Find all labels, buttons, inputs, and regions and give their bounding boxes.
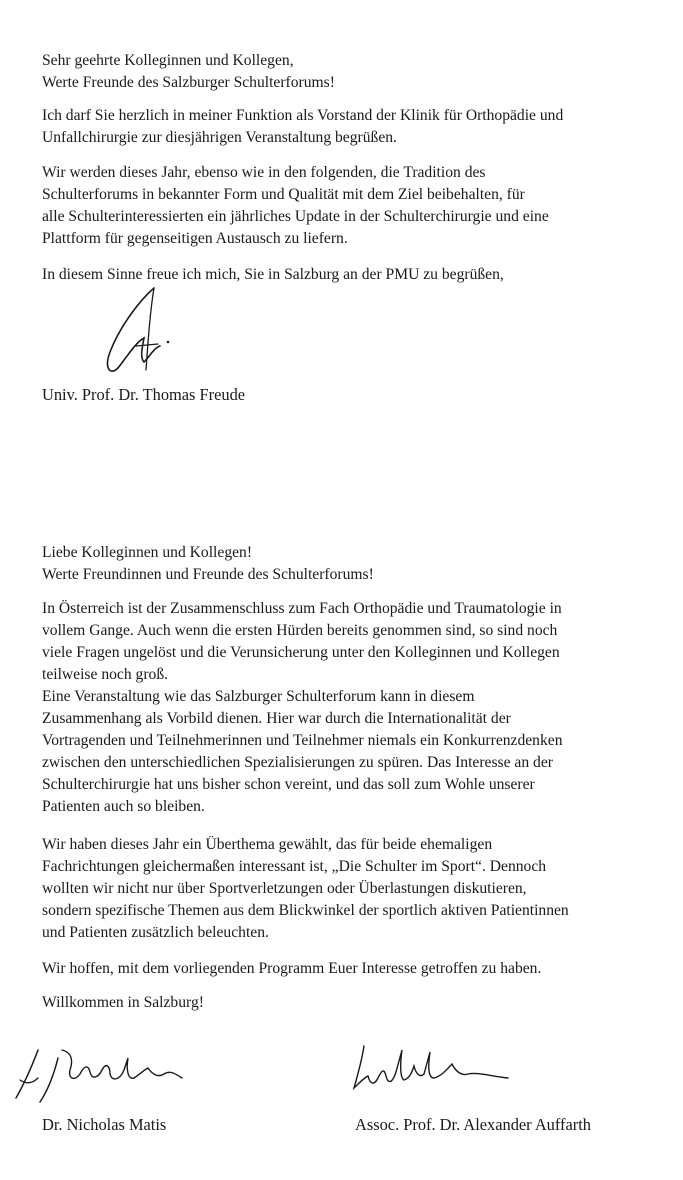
text-line: In diesem Sinne freue ich mich, Sie in Salzburg an der PMU zu begrüßen, bbox=[42, 266, 504, 283]
text-line: Schulterchirurgie hat uns bisher schon vereint, und das soll zum Wohle unserer bbox=[42, 776, 535, 793]
signer-freude: Univ. Prof. Dr. Thomas Freude bbox=[42, 385, 246, 404]
text-line: vollem Gange. Auch wenn die ersten Hürden bereits genommen sind, so sind noch bbox=[42, 622, 558, 639]
signature-matis-image bbox=[12, 1044, 188, 1108]
text-line: sondern spezifische Themen aus dem Blickwinkel der sportlich aktiven Patientinnen bbox=[42, 902, 569, 919]
letter1-paragraph-1 bbox=[42, 105, 642, 149]
letter2-paragraph-1 bbox=[42, 598, 642, 818]
text-line: In Österreich ist der Zusammenschluss zum Fach Orthopädie und Traumatologie in bbox=[42, 600, 562, 617]
text-line: zwischen den unterschiedlichen Spezialisierungen zu spüren. Das Interesse an der bbox=[42, 754, 553, 771]
text-line: Eine Veranstaltung wie das Salzburger Schulterforum kann in diesem bbox=[42, 688, 475, 705]
text-line: Unfallchirurgie zur diesjährigen Veranstaltung begrüßen. bbox=[42, 129, 397, 146]
letter2-paragraph-3 bbox=[42, 958, 642, 980]
text-line: alle Schulterinteressierten ein jährliches Update in der Schulterchirurgie und eine bbox=[42, 208, 549, 225]
signature-auffarth-image bbox=[348, 1042, 514, 1098]
text-line: Fachrichtungen gleichermaßen interessant ist, „Die Schulter im Sport“. Dennoch bbox=[42, 858, 547, 875]
letter2-greeting bbox=[42, 542, 642, 586]
text-line: Willkommen in Salzburg! bbox=[42, 994, 204, 1011]
greeting-line: Werte Freundinnen und Freunde des Schulterforums! bbox=[42, 566, 374, 583]
text-line: Wir haben dieses Jahr ein Überthema gewählt, das für beide ehemaligen bbox=[42, 836, 493, 853]
signer-matis: Dr. Nicholas Matis bbox=[42, 1115, 167, 1134]
letter2-paragraph-4 bbox=[42, 992, 642, 1014]
greeting-line: Werte Freunde des Salzburger Schulterforums! bbox=[42, 74, 335, 91]
greeting-line: Liebe Kolleginnen und Kollegen! bbox=[42, 544, 253, 561]
text-line: Schulterforums in bekannter Form und Qualität mit dem Ziel beibehalten, für bbox=[42, 186, 525, 203]
greeting-line: Sehr geehrte Kolleginnen und Kollegen, bbox=[42, 52, 294, 69]
text-line: wollten wir nicht nur über Sportverletzungen oder Überlastungen diskutieren, bbox=[42, 880, 527, 897]
letter1-greeting bbox=[42, 50, 642, 94]
signature-freude-image bbox=[96, 282, 186, 380]
text-line: und Patienten zusätzlich beleuchten. bbox=[42, 924, 269, 941]
text-line: Zusammenhang als Vorbild dienen. Hier war durch die Internationalität der bbox=[42, 710, 511, 727]
letter2-paragraph-2 bbox=[42, 834, 642, 944]
text-line: Plattform für gegenseitigen Austausch zu liefern. bbox=[42, 230, 348, 247]
text-line: Wir hoffen, mit dem vorliegenden Programm Euer Interesse getroffen zu haben. bbox=[42, 960, 542, 977]
text-line: Wir werden dieses Jahr, ebenso wie in den folgenden, die Tradition des bbox=[42, 164, 486, 181]
text-line: Vortragenden und Teilnehmerinnen und Teilnehmer niemals ein Konkurrenzdenken bbox=[42, 732, 563, 749]
text-line: viele Fragen ungelöst und die Verunsicherung unter den Kolleginnen und Kollegen bbox=[42, 644, 560, 661]
letter1-paragraph-2 bbox=[42, 162, 642, 250]
text-line: Patienten auch so bleiben. bbox=[42, 798, 205, 815]
text-line: teilweise noch groß. bbox=[42, 666, 169, 683]
signer-auffarth: Assoc. Prof. Dr. Alexander Auffarth bbox=[355, 1115, 591, 1134]
text-line: Ich darf Sie herzlich in meiner Funktion als Vorstand der Klinik für Orthopädie und bbox=[42, 107, 564, 124]
